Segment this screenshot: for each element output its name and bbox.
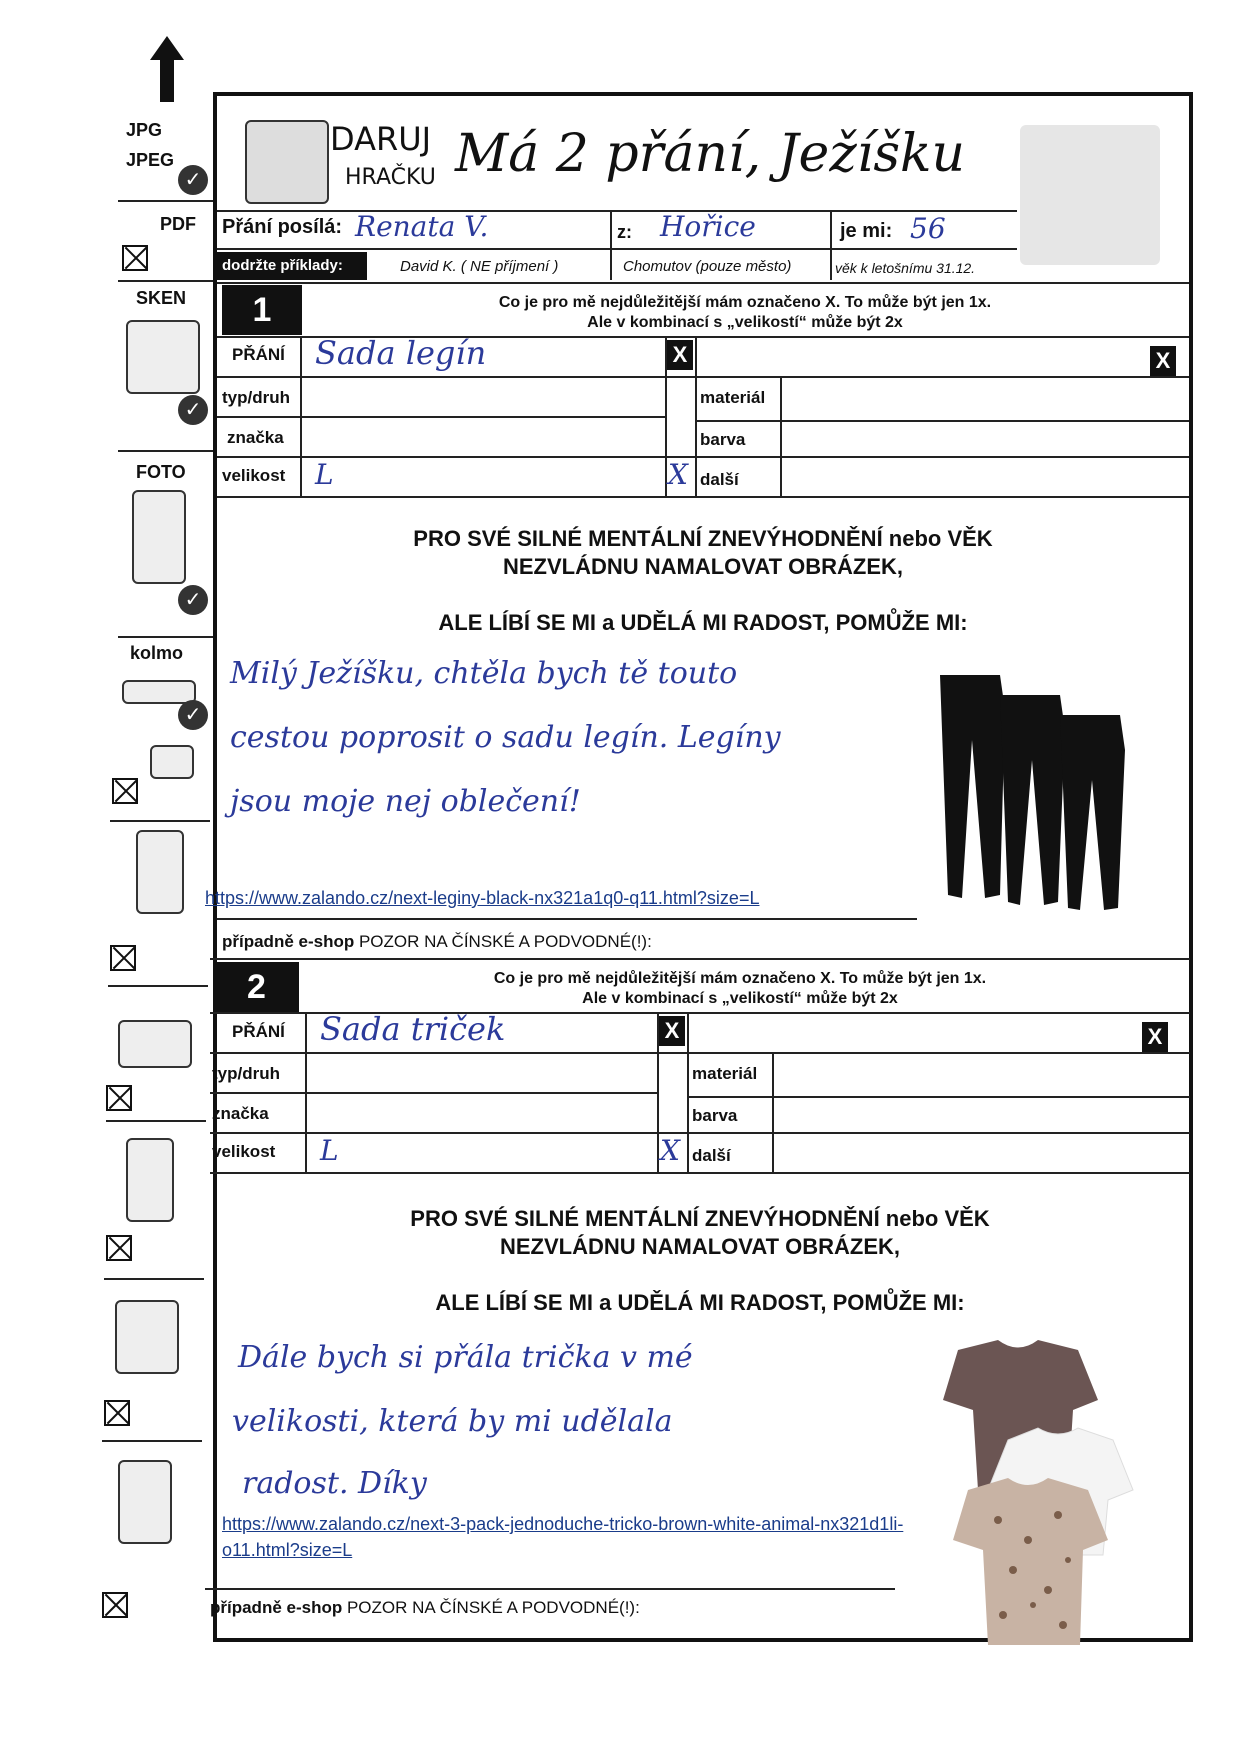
age-label: je mi: bbox=[840, 220, 893, 242]
wish-rule-2: Ale v kombinací s „velikostí“ může být 2x bbox=[582, 990, 898, 1007]
jpeg-label: JPEG bbox=[126, 150, 175, 170]
kolmo-label: kolmo bbox=[130, 643, 184, 663]
checkbox-cross-icon bbox=[104, 1400, 130, 1426]
checkbox-cross-icon bbox=[122, 245, 148, 271]
znacka-label: značka bbox=[227, 428, 284, 447]
x-mark: X bbox=[1142, 1022, 1168, 1052]
x-mark: X bbox=[1150, 346, 1176, 376]
check-icon: ✓ bbox=[178, 700, 208, 730]
foto-label: FOTO bbox=[136, 462, 186, 482]
notice-line-3: ALE LÍBÍ SE MI a UDĚLÁ MI RADOST, POMŮŽE MI: bbox=[438, 610, 968, 635]
velikost-label: velikost bbox=[212, 1142, 276, 1161]
dalsi-label: další bbox=[692, 1146, 731, 1165]
prani-label: PŘÁNÍ bbox=[232, 1022, 285, 1041]
message-line: jsou moje nej oblečení! bbox=[230, 784, 581, 819]
tshirts-image bbox=[918, 1340, 1148, 1660]
message-line: Milý Ježíšku, chtěla bych tě touto bbox=[230, 656, 738, 691]
checkbox-cross-icon bbox=[112, 778, 138, 804]
example-age: věk k letošnímu 31.12. bbox=[835, 260, 976, 276]
velikost-x: X bbox=[660, 1134, 680, 1167]
tilted-phone-icon bbox=[115, 1300, 179, 1374]
wish-rule-1: Co je pro mě nejdůležitější mám označeno X. To může být jen 1x. bbox=[493, 970, 987, 987]
pdf-label: PDF bbox=[160, 214, 196, 234]
eshop-note bbox=[222, 932, 652, 952]
check-icon: ✓ bbox=[178, 165, 208, 195]
dalsi-label: další bbox=[700, 470, 739, 489]
eshop-warning: POZOR NA ČÍNSKÉ A PODVODNÉ(!): bbox=[358, 932, 652, 951]
typ-label: typ/druh bbox=[212, 1064, 280, 1083]
leggings-image bbox=[920, 670, 1140, 910]
example-name: David K. ( NE příjmení ) bbox=[400, 258, 559, 275]
sken-label: SKEN bbox=[136, 288, 187, 308]
znacka-label: značka bbox=[212, 1104, 269, 1123]
message-line: Dále bych si přála trička v mé bbox=[238, 1340, 693, 1375]
wish-number: 1 bbox=[222, 285, 302, 335]
message-line: cestou poprosit o sadu legín. Legíny bbox=[230, 720, 781, 755]
x-mark: X bbox=[659, 1016, 685, 1046]
notice-line-2: NEZVLÁDNU NAMALOVAT OBRÁZEK, bbox=[502, 554, 904, 579]
logo-text-daruj: DARUJ bbox=[330, 120, 432, 158]
message-line: velikosti, která by mi udělala bbox=[232, 1404, 673, 1439]
up-arrow-icon bbox=[150, 36, 184, 102]
x-mark: X bbox=[667, 340, 693, 370]
barva-label: barva bbox=[692, 1106, 738, 1125]
phone-photo-icon bbox=[126, 1138, 174, 1222]
from-value: Hořice bbox=[660, 210, 756, 243]
phone-photo-icon bbox=[132, 490, 186, 584]
notice-line-3: ALE LÍBÍ SE MI a UDĚLÁ MI RADOST, POMŮŽE MI: bbox=[435, 1290, 965, 1315]
checkbox-cross-icon bbox=[110, 945, 136, 971]
check-icon: ✓ bbox=[178, 395, 208, 425]
toy-logo-icon bbox=[245, 120, 329, 204]
velikost-value: L bbox=[320, 1134, 339, 1167]
material-label: materiál bbox=[692, 1064, 758, 1083]
eshop-label: případně e-shop bbox=[222, 932, 355, 951]
checkbox-cross-icon bbox=[106, 1235, 132, 1261]
eshop-label: případně e-shop bbox=[210, 1598, 343, 1617]
example-city: Chomutov (pouze město) bbox=[623, 258, 792, 275]
eshop-warning: POZOR NA ČÍNSKÉ A PODVODNÉ(!): bbox=[346, 1598, 640, 1617]
christmas-tree-icon bbox=[1020, 125, 1160, 265]
scanner-icon bbox=[126, 320, 200, 394]
phone-photo-icon bbox=[136, 830, 184, 914]
velikost-value: L bbox=[315, 458, 334, 491]
checkbox-cross-icon bbox=[106, 1085, 132, 1111]
checkbox-cross-icon bbox=[102, 1592, 128, 1618]
prani-label: PŘÁNÍ bbox=[232, 345, 285, 364]
perpendicular-icon bbox=[122, 680, 196, 704]
barva-label: barva bbox=[700, 430, 746, 449]
prani-value: Sada triček bbox=[320, 1010, 506, 1048]
eshop-note bbox=[210, 1598, 640, 1618]
prani-value: Sada legín bbox=[315, 334, 487, 372]
sender-name: Renata V. bbox=[355, 210, 489, 243]
material-label: materiál bbox=[700, 388, 766, 407]
wish-number: 2 bbox=[214, 962, 299, 1012]
page-title: Má 2 přání, Ježíšku bbox=[455, 124, 966, 184]
tilted-phone-icon bbox=[118, 1460, 172, 1544]
sender-label: Přání posílá: bbox=[222, 216, 343, 238]
notice-line-1: PRO SVÉ SILNÉ MENTÁLNÍ ZNEVÝHODNĚNÍ nebo VĚK bbox=[413, 526, 993, 551]
notice-line-1: PRO SVÉ SILNÉ MENTÁLNÍ ZNEVÝHODNĚNÍ nebo VĚK bbox=[410, 1206, 990, 1231]
wish-rule-1: Co je pro mě nejdůležitější mám označeno X. To může být jen 1x. bbox=[498, 294, 992, 311]
typ-label: typ/druh bbox=[222, 388, 290, 407]
velikost-label: velikost bbox=[222, 466, 286, 485]
check-icon: ✓ bbox=[178, 585, 208, 615]
logo-text-hracku: HRAČKU bbox=[345, 165, 436, 190]
age-value: 56 bbox=[910, 212, 946, 245]
product-link[interactable]: o11.html?size=L bbox=[222, 1540, 353, 1560]
product-link[interactable]: https://www.zalando.cz/next-3-pack-jednoduche-tricko-brown-white-animal-nx321d1li- bbox=[222, 1514, 904, 1534]
angled-photo-icon bbox=[150, 745, 194, 779]
velikost-x: X bbox=[668, 458, 688, 491]
example-label: dodržte příklady: bbox=[217, 252, 367, 280]
notice-line-2: NEZVLÁDNU NAMALOVAT OBRÁZEK, bbox=[499, 1234, 901, 1259]
product-link[interactable]: https://www.zalando.cz/next-leginy-black-nx321a1q0-q11.html?size=L bbox=[205, 888, 760, 908]
message-line: radost. Díky bbox=[242, 1466, 427, 1501]
phone-landscape-icon bbox=[118, 1020, 192, 1068]
from-label: z: bbox=[617, 222, 632, 242]
jpg-label: JPG bbox=[126, 120, 163, 140]
wish-rule-2: Ale v kombinací s „velikostí“ může být 2x bbox=[587, 314, 903, 331]
